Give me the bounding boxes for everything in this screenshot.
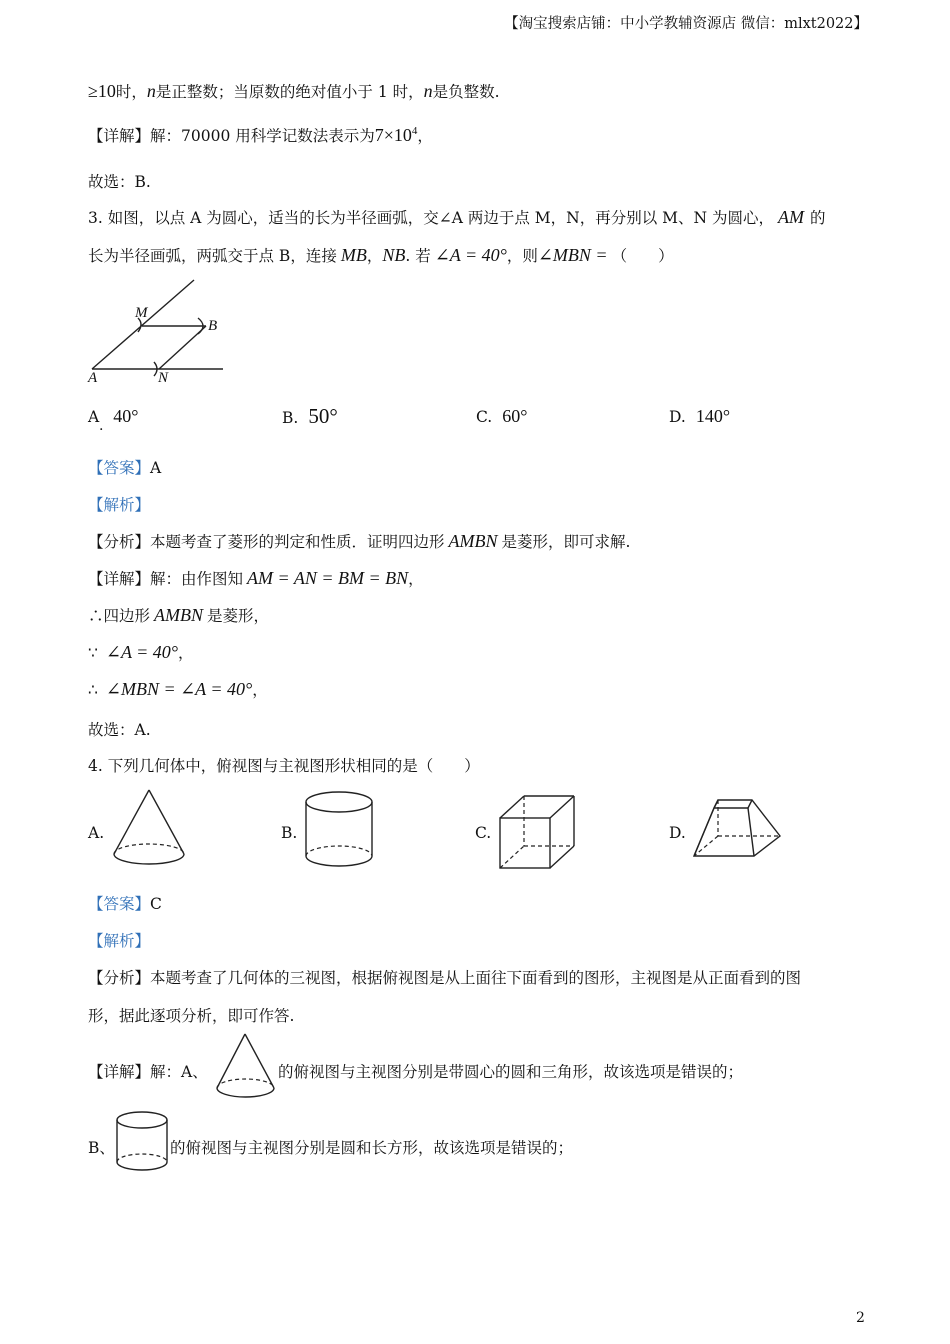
q4-detail-a-text: 的俯视图与主视图分别是带圆心的圆和三角形，故该选项是错误的； — [278, 1063, 744, 1081]
math-angle-mbn: ∠MBN = — [537, 245, 608, 265]
cone-icon — [110, 788, 190, 878]
q3-analysis-label: 【解析】 — [88, 496, 151, 514]
prev-detail: 【详解】解：70000 用科学记数法表示为$7\times 10^4$， — [88, 125, 433, 145]
text: 是正整数；当原数的绝对值小于 1 时， — [155, 83, 424, 101]
q4-detail-b-prefix: B、 — [88, 1139, 115, 1157]
label-m: M — [135, 305, 148, 321]
page-number: 2 — [856, 1310, 865, 1326]
math-sci: $7\times 10^4$ — [374, 125, 418, 145]
prev-choose: 故选：B. — [88, 173, 151, 191]
q4-detail-a-prefix: 【详解】解：A、 — [88, 1063, 208, 1081]
q3-option-d: D. 140° — [669, 406, 731, 426]
cube-icon — [498, 794, 578, 870]
math-nb: NB — [382, 245, 406, 265]
math-am: AM — [778, 207, 805, 227]
detail-label: 【详解】 — [88, 127, 151, 145]
frustum-icon — [692, 798, 784, 864]
q3-option-c: C. 60° — [476, 406, 528, 426]
math-n: n — [146, 81, 156, 101]
math-ge-10: ≥10 — [88, 81, 116, 101]
q4-option-a-label: A. — [88, 824, 105, 842]
q3-stem-line-2: 长为半径画弧，两弧交于点 B，连接 MB，NB. 若 ∠A = 40°，则∠MBN = （ ） — [88, 245, 674, 265]
q3-fenxi: 【分析】本题考查了菱形的判定和性质．证明四边形 AMBN 是菱形，即可求解. — [88, 531, 631, 551]
q3-stem-line-1: 3. 如图，以点 A 为圆心，适当的长为半径画弧，交∠A 两边于点 M，N，再分别以 M、N 为圆心， AM 的 — [88, 207, 826, 227]
q3-option-a: A 40° — [88, 406, 139, 426]
math-n: n — [423, 81, 433, 101]
q4-answer: 【答案】C — [88, 895, 162, 913]
math-angle-a: ∠A = 40° — [434, 245, 507, 265]
text: 时， — [115, 83, 147, 101]
q3-step-2: ∵ ∠A = 40°， — [88, 642, 194, 662]
cone-small-icon — [214, 1032, 280, 1104]
q4-analysis-label: 【解析】 — [88, 932, 151, 950]
q4-fenxi-line-2: 形，据此逐项分析，即可作答. — [88, 1007, 295, 1025]
q3-step-3: ∴ ∠MBN = ∠A = 40°， — [88, 679, 268, 699]
q4-option-d-label: D. — [669, 824, 686, 842]
label-n: N — [158, 370, 169, 386]
q3-detail: 【详解】解：由作图知 AM = AN = BM = BN， — [88, 568, 424, 588]
q4-option-c-label: C. — [475, 824, 492, 842]
q4-option-b-label: B. — [281, 824, 298, 842]
q3-option-b: B. 50° — [282, 404, 338, 428]
q3-choose: 故选：A. — [88, 721, 151, 739]
q3-answer: 【答案】A — [88, 459, 162, 477]
label-a: A — [88, 370, 98, 386]
q4-detail-b-text: 的俯视图与主视图分别是圆和长方形，故该选项是错误的； — [170, 1139, 574, 1157]
math-mb: MB — [340, 245, 367, 265]
dot: . — [99, 418, 104, 434]
prev-line-1 — [88, 80, 500, 102]
text: 是负整数. — [432, 83, 500, 101]
q3-step-1: ∴四边形 AMBN 是菱形， — [88, 605, 270, 625]
header-banner: 【淘宝搜索店铺：中小学教辅资源店 微信：mlxt2022】 — [504, 16, 868, 32]
cylinder-small-icon — [114, 1110, 172, 1176]
label-b: B — [208, 318, 218, 334]
q4-stem: 4. 下列几何体中，俯视图与主视图形状相同的是（ ） — [88, 757, 480, 775]
detail-text: 解：70000 用科学记数法表示为 — [150, 127, 375, 145]
cylinder-icon — [302, 790, 378, 872]
q4-fenxi-line-1: 【分析】本题考查了几何体的三视图，根据俯视图是从上面往下面看到的图形，主视图是从正面看到的图 — [88, 969, 802, 987]
